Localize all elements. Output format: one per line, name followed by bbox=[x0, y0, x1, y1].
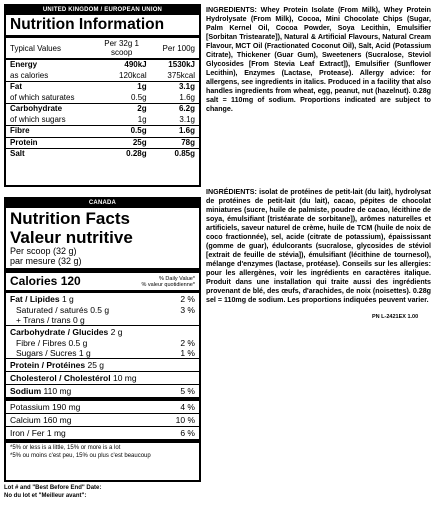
canada-row-label: Calcium bbox=[10, 415, 41, 425]
ingredients-french: INGRÉDIENTS: isolat de protéines de petit-lait (du lait), hydrolysat de protéines de petit-lait (du lait), cacao, pépites de chocolat miniatures (sucre, huile de palmiste, poudre de cacao, lécithine de soya, émulsifiant [tristéarate de sorbitane]), arômes naturelles et artificiels, saveur naturel de crème, huile de TCM (huile de noix de coco fractionnée), sel, acide (citrate de potassium), épaississant (gomme de guar), édulcorants (sucralose, glycosides de stéviol [extrait de feuille de stévia]), émulsifiant (lécithine de tournesol), mélange d'enzymes (lactase, protéase). Conseils sur les allergies: pour les allergènes, voir les ingrédients en caractères italique. Produit dans une installation qui traite aussi des ingrédients provenant de blé, des œufs, d'arachides, de noix (noisettes). 0.28g sel = 110mg de sodium. Les proportions indiquées peuvent varier. bbox=[206, 188, 431, 304]
uk-row-label: of which sugars bbox=[10, 114, 66, 124]
canada-row-dv: 10 % bbox=[175, 415, 195, 425]
part-number: PN L-2421EX 1.00 bbox=[372, 314, 419, 320]
uk-row-per-serving: 120kcal bbox=[119, 70, 147, 80]
canada-serving-fr: par mesure (32 g) bbox=[10, 256, 82, 266]
canada-footnote bbox=[6, 439, 199, 461]
uk-nutrition-panel bbox=[4, 4, 201, 187]
canada-row-nutrient bbox=[10, 386, 71, 396]
canada-row-dv: 4 % bbox=[180, 402, 195, 412]
canada-serving-size bbox=[6, 246, 199, 273]
uk-row-label: as calories bbox=[10, 70, 49, 80]
canada-row-nutrient bbox=[16, 315, 85, 325]
canada-row bbox=[6, 397, 199, 413]
canada-dv-header-fr: % valeur quotidienne* bbox=[141, 282, 195, 288]
lot-info-fr: No du lot et "Meilleur avant": bbox=[4, 493, 87, 499]
canada-row-label: Carbohydrate / Glucides bbox=[10, 327, 109, 337]
canada-row-amount: 25 g bbox=[87, 360, 105, 370]
uk-row bbox=[6, 82, 199, 93]
uk-row-label: Energy bbox=[10, 60, 38, 69]
canada-row bbox=[6, 426, 199, 439]
uk-row bbox=[6, 93, 199, 104]
canada-row-amount: 190 mg bbox=[52, 402, 81, 412]
uk-row-per-serving: 1g bbox=[93, 82, 151, 93]
uk-row bbox=[6, 126, 199, 138]
uk-row bbox=[6, 71, 199, 82]
canada-row bbox=[6, 315, 199, 325]
uk-row-per-serving: 0.5g bbox=[93, 126, 151, 138]
canada-dv-header-en: % Daily Value* bbox=[159, 276, 195, 282]
lot-info bbox=[4, 484, 101, 500]
canada-row-nutrient bbox=[16, 348, 91, 358]
canada-nutrition-panel bbox=[4, 197, 201, 482]
uk-row-label: of which saturates bbox=[10, 92, 75, 102]
uk-row-per-100g: 375kcal bbox=[167, 70, 195, 80]
uk-row-label: Carbohydrate bbox=[6, 104, 93, 115]
canada-row-label: Sugars / Sucres bbox=[16, 348, 77, 358]
canada-row-amount: 2 g bbox=[110, 327, 123, 337]
uk-nutrition-table bbox=[6, 38, 199, 160]
canada-row-dv: 1 % bbox=[180, 348, 195, 358]
canada-row-amount: 0.5 g bbox=[68, 338, 88, 348]
canada-row-nutrient bbox=[10, 402, 80, 412]
canada-row bbox=[6, 413, 199, 426]
uk-row-per-serving: 2g bbox=[93, 104, 151, 115]
canada-row-dv: 5 % bbox=[180, 386, 195, 396]
canada-row-dv: 2 % bbox=[180, 294, 195, 304]
uk-table-header bbox=[6, 38, 199, 59]
canada-row-label: Iron / Fer bbox=[10, 428, 45, 438]
canada-row-amount: 1 mg bbox=[46, 428, 66, 438]
canada-row-label: Fat / Lipides bbox=[10, 294, 60, 304]
canada-row-nutrient bbox=[16, 338, 87, 348]
uk-row-per-serving: 1g bbox=[137, 114, 147, 124]
canada-row-nutrient bbox=[10, 415, 71, 425]
ingredients-english: INGREDIENTS: Whey Protein Isolate (From Milk), Whey Protein Hydrolysate (From Milk), Cocoa, Mini Chocolate Chips (Sugar, Palm Kernel Oil, Cocoa Powder, Soya Lecithin, Emulsifier [Sorbitan Tristearate]), Natural & Artificial Flavours, Natural Cream Flavour, MCT Oil (Fractionated Coconut Oil), Salt, Acid (Potassium Citrate), Thickener (Guar Gum), Sweeteners (Sucralose, Steviol Glycosides [From Stevia Leaf Extract]), Emulsifier (Sunflower Lecithin), Enzymes (Lactase, Protease). Allergy advice: for allergens, see ingredients in italics. Produced in a facility that also handles ingredients from wheat, egg, peanut, nut (hazelnut). 0.28g salt = 110mg of sodium. Proportions indicated are subject to change. bbox=[206, 6, 431, 113]
uk-row-per-serving: 490kJ bbox=[124, 60, 147, 69]
uk-row bbox=[6, 59, 199, 71]
uk-row-per-serving: 0.28g bbox=[93, 149, 151, 160]
canada-row-nutrient bbox=[10, 360, 104, 370]
canada-title-fr: Valeur nutritive bbox=[10, 228, 133, 247]
canada-serving-en: Per scoop (32 g) bbox=[10, 246, 77, 256]
canada-row bbox=[6, 348, 199, 358]
canada-row bbox=[6, 371, 199, 384]
canada-row bbox=[6, 338, 199, 348]
canada-row-amount: 0.5 g bbox=[90, 305, 110, 315]
canada-calories: Calories 120 bbox=[10, 274, 81, 288]
uk-row-per-100g: 3.1g bbox=[151, 82, 199, 93]
canada-region-band: CANADA bbox=[6, 199, 199, 208]
canada-row-label: Fibre / Fibres bbox=[16, 338, 67, 348]
canada-row-amount: 160 mg bbox=[43, 415, 72, 425]
uk-row bbox=[6, 149, 199, 160]
uk-row-per-100g: 1530kJ bbox=[168, 60, 195, 69]
canada-row-amount: 110 mg bbox=[43, 386, 72, 396]
canada-row-label: Sodium bbox=[10, 386, 42, 396]
canada-row-amount: 1 g bbox=[78, 348, 91, 358]
canada-row-label: Protein / Protéines bbox=[10, 360, 86, 370]
canada-row bbox=[6, 292, 199, 305]
canada-row-label: Potassium bbox=[10, 402, 50, 412]
uk-row-label: Fibre bbox=[6, 126, 93, 138]
canada-row-label: + Trans / trans bbox=[16, 315, 71, 325]
canada-row-amount: 1 g bbox=[61, 294, 74, 304]
canada-row-amount: 10 mg bbox=[112, 373, 137, 383]
uk-row-label: Salt bbox=[6, 149, 93, 160]
uk-row-per-100g: 0.85g bbox=[151, 149, 199, 160]
uk-header-col2: Per 100g bbox=[151, 38, 199, 59]
canada-row-dv: 6 % bbox=[180, 428, 195, 438]
uk-row bbox=[6, 115, 199, 126]
uk-row bbox=[6, 104, 199, 115]
uk-row-per-serving: 0.5g bbox=[131, 92, 147, 102]
canada-row-dv: 2 % bbox=[180, 338, 195, 348]
canada-dv-header bbox=[141, 276, 195, 288]
canada-row bbox=[6, 384, 199, 397]
canada-row-nutrient bbox=[10, 294, 74, 304]
uk-row-label: Protein bbox=[6, 137, 93, 149]
uk-row-per-100g: 1.6g bbox=[179, 92, 195, 102]
uk-row-per-100g: 3.1g bbox=[179, 114, 195, 124]
uk-row-per-100g: 78g bbox=[151, 137, 199, 149]
canada-row-nutrient bbox=[10, 428, 66, 438]
canada-row-amount: 0 g bbox=[72, 315, 85, 325]
canada-row-nutrient bbox=[10, 327, 122, 337]
uk-table-body bbox=[6, 59, 199, 160]
canada-row-nutrient bbox=[10, 373, 137, 383]
canada-row bbox=[6, 325, 199, 338]
canada-row bbox=[6, 305, 199, 315]
canada-nutrient-list bbox=[6, 292, 199, 439]
lot-info-en: Lot # and "Best Before End" Date: bbox=[4, 485, 102, 491]
uk-row-per-100g: 1.6g bbox=[151, 126, 199, 138]
uk-region-band: UNITED KINGDOM / EUROPEAN UNION bbox=[6, 6, 199, 15]
uk-row-label: Fat bbox=[6, 82, 93, 93]
uk-row-per-100g: 6.2g bbox=[151, 104, 199, 115]
uk-row-per-serving: 25g bbox=[93, 137, 151, 149]
canada-row-label: Cholesterol / Cholestérol bbox=[10, 373, 111, 383]
canada-row-nutrient bbox=[16, 305, 109, 315]
canada-calories-row bbox=[6, 273, 199, 292]
canada-row-dv: 3 % bbox=[180, 305, 195, 315]
uk-header-label: Typical Values bbox=[6, 38, 93, 59]
uk-row bbox=[6, 137, 199, 149]
canada-row bbox=[6, 358, 199, 371]
canada-footnote-en: *5% or less is a little, 15% or more is a lot bbox=[10, 445, 121, 451]
canada-title-en: Nutrition Facts bbox=[10, 209, 130, 228]
canada-row-label: Saturated / saturés bbox=[16, 305, 88, 315]
canada-footnote-fr: *5% ou moins c'est peu, 15% ou plus c'est beaucoup bbox=[10, 453, 151, 459]
uk-nutrition-title: Nutrition Information bbox=[6, 15, 199, 38]
uk-header-col1: Per 32g 1 scoop bbox=[93, 38, 151, 59]
